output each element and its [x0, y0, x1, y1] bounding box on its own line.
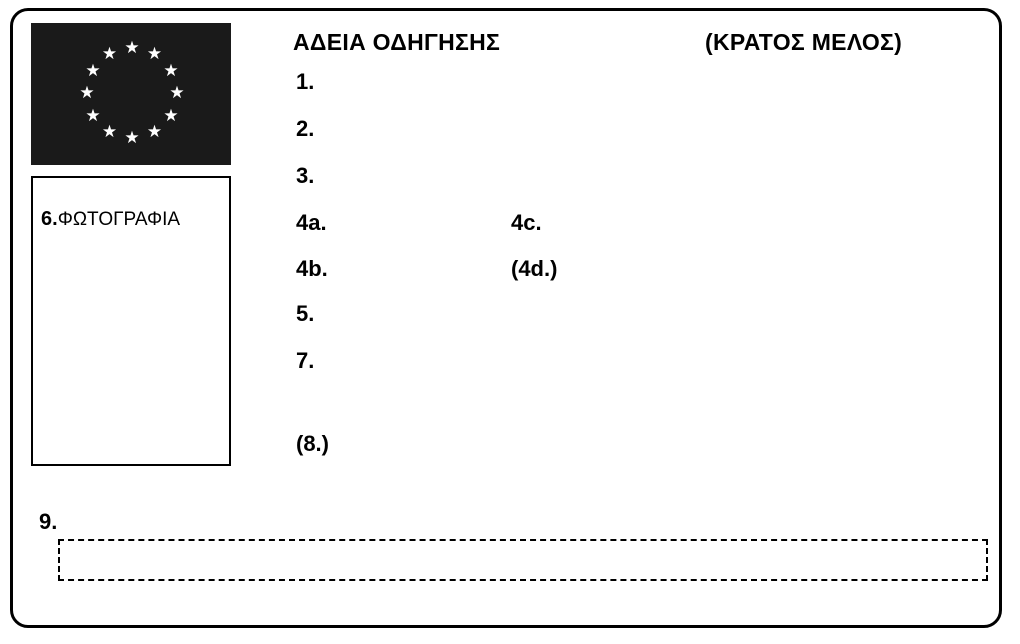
signature-box: [58, 539, 988, 581]
field-label-4a: 4a.: [296, 210, 327, 235]
driving-licence-card: [10, 8, 1002, 628]
field-label-7: 7.: [296, 348, 315, 373]
field-label-3: 3.: [296, 163, 315, 188]
field-label-1: 1.: [296, 69, 315, 94]
photo-field-text: ΦΩΤΟΓΡΑΦΙΑ: [57, 209, 181, 230]
eu-flag: ★ ★ ★ ★ ★ ★ ★ ★ ★ ★ ★ ★: [31, 23, 231, 165]
photo-field-number: 6.: [41, 208, 58, 230]
photo-placeholder-box: [31, 176, 231, 466]
field-label-4c: 4c.: [511, 210, 542, 235]
field-label-4d: (4d.): [511, 256, 558, 281]
field-label-4b: 4b.: [296, 256, 328, 281]
field-label-5: 5.: [296, 301, 315, 326]
field-label-8: (8.): [296, 431, 329, 456]
signature-field-number: 9.: [39, 509, 58, 534]
member-state-label: (ΚΡΑΤΟΣ ΜΕΛΟΣ): [705, 29, 903, 55]
page-title: ΑΔΕΙΑ ΟΔΗΓΗΣΗΣ: [293, 29, 501, 55]
photo-field-label: [41, 208, 180, 231]
field-label-2: 2.: [296, 116, 315, 141]
